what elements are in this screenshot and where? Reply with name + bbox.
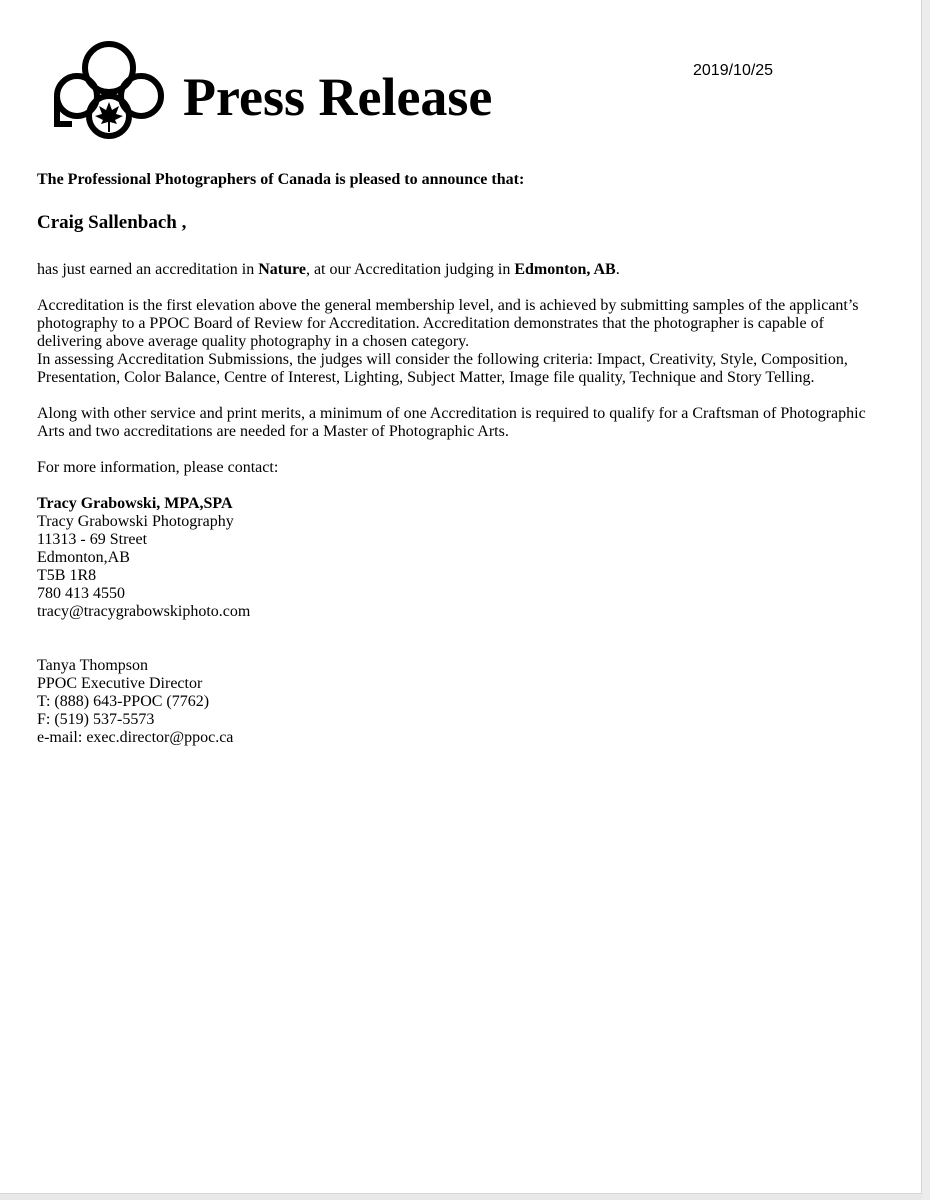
judging-location: Edmonton, AB: [514, 261, 616, 278]
accreditation-statement: [37, 261, 867, 279]
contact-city: Edmonton,AB: [37, 549, 130, 566]
contact-street: 11313 - 69 Street: [37, 531, 148, 548]
statement-middle: , at our Accreditation judging in: [305, 261, 515, 278]
accreditation-category: Nature: [258, 261, 306, 278]
viewer-scroll-strip: [922, 0, 930, 1200]
director-phone: T: (888) 643-PPOC (7762): [37, 693, 210, 710]
contact-postal: T5B 1R8: [37, 567, 97, 584]
contact-intro: For more information, please contact:: [37, 459, 279, 476]
paragraph-judging-criteria: In assessing Accreditation Submissions, the judges will consider the following criteria: Impact, Creativity, Style, Composition, Presentation, Color Balance, Centre of Interest, Lighting, Subject Matter, Image file quality, Technique and Story Telling.: [37, 351, 848, 386]
contact-phone: 780 413 4550: [37, 585, 125, 602]
director-fax: F: (519) 537-5573: [37, 711, 155, 728]
release-date: 2019/10/25: [693, 62, 774, 79]
contact-company: Tracy Grabowski Photography: [37, 513, 234, 530]
director-name: Tanya Thompson: [37, 657, 149, 674]
director-email: e-mail: exec.director@ppoc.ca: [37, 729, 234, 746]
contact-email: tracy@tracygrabowskiphoto.com: [37, 603, 251, 620]
contact-block-primary: [37, 495, 867, 621]
paragraph-accreditation-definition: Accreditation is the first elevation above the general membership level, and is achieved by submitting samples of the applicant’s photography to a PPOC Board of Review for Accreditation. Accreditation demonstrates that the photographer is capable of delivering above average quality photography in a chosen category.: [37, 297, 859, 350]
director-role: PPOC Executive Director: [37, 675, 203, 692]
paragraph-merits: Along with other service and print merits, a minimum of one Accreditation is required to qualify for a Craftsman of Photographic Arts and two accreditations are needed for a Master of Photographic Arts.: [37, 405, 866, 440]
honoree-name: Craig Sallenbach ,: [37, 212, 187, 233]
page-title: Press Release: [183, 67, 493, 127]
announcement-line: The Professional Photographers of Canada is pleased to announce that:: [37, 171, 525, 188]
ppoc-logo-icon: [50, 38, 168, 142]
statement-suffix: .: [615, 261, 620, 278]
contact-name: Tracy Grabowski, MPA,SPA: [37, 495, 233, 512]
press-release-body: [37, 171, 867, 747]
statement-prefix: has just earned an accreditation in: [37, 261, 259, 278]
contact-block-director: [37, 657, 867, 747]
